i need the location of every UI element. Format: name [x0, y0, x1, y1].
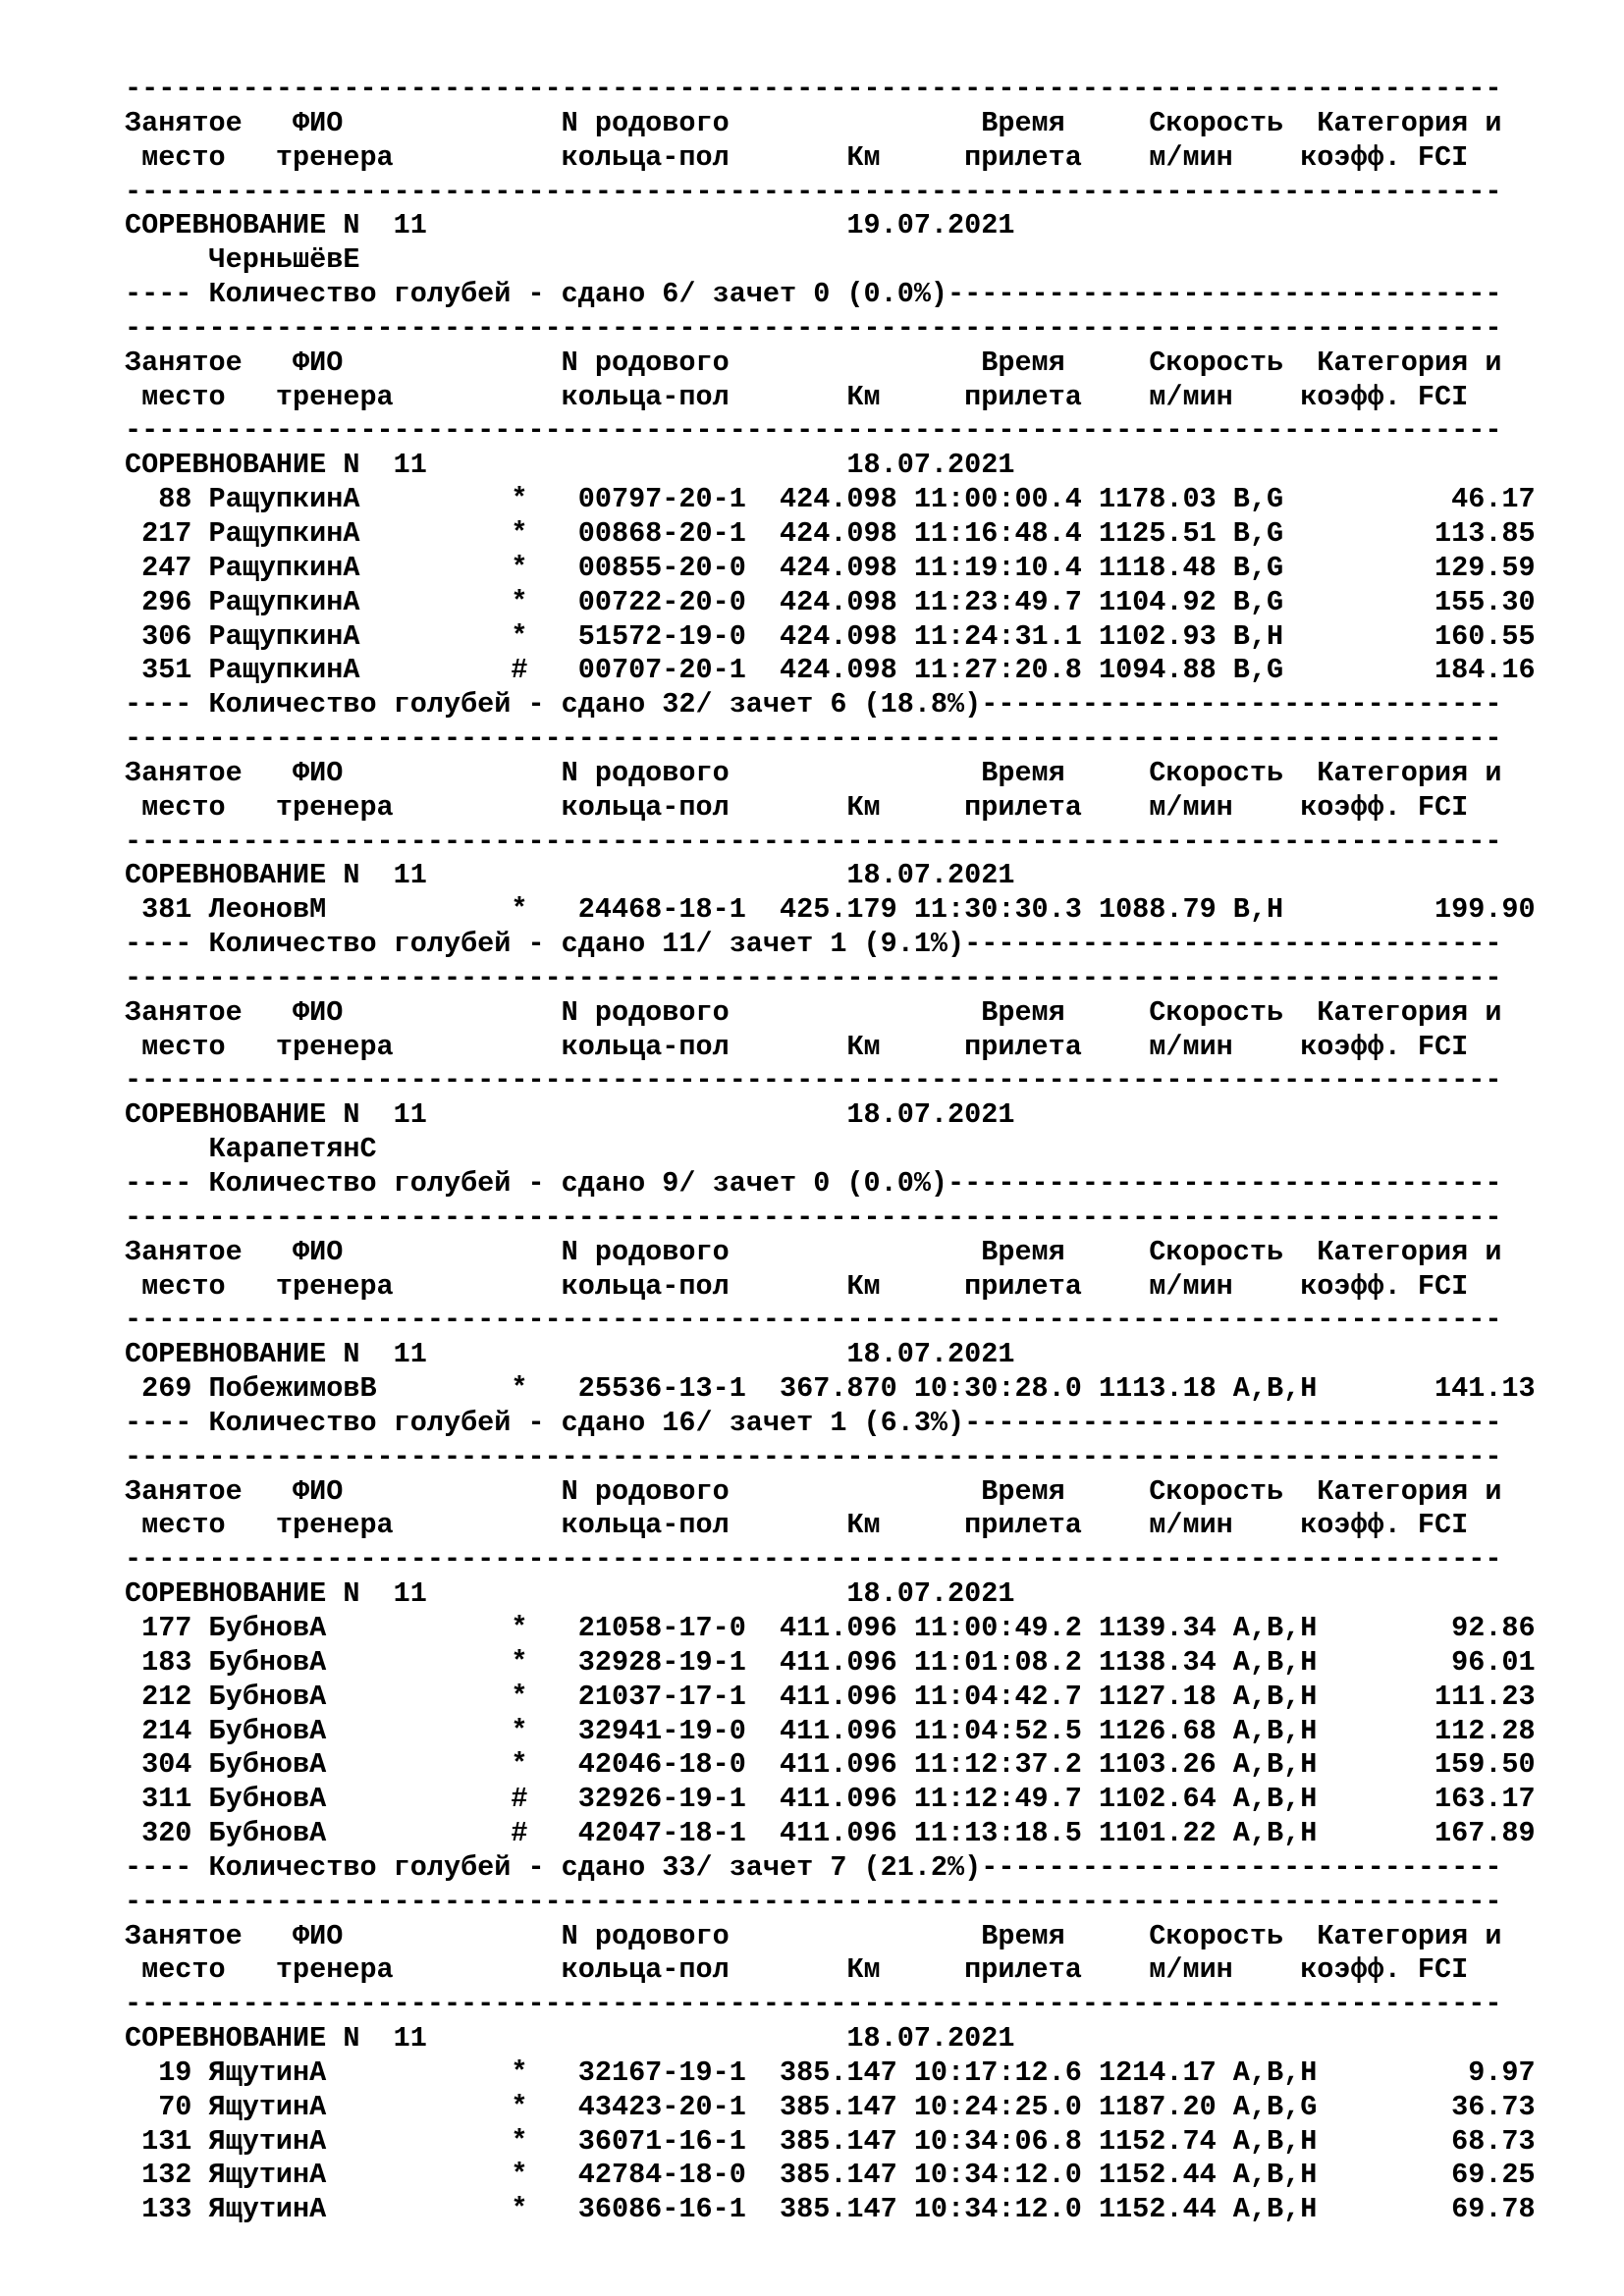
summary-line: ---- Количество голубей - сдано 33/ зачет 7 (21.2%)-------------------------------: [125, 1850, 1502, 1884]
result-row: 131 ЯщутинА * 36071-16-1 385.147 10:34:06.8 1152.74 A,B,H 68.73: [125, 2124, 1536, 2158]
separator-line: ----------------------------------------------------------------------------------: [125, 825, 1502, 858]
results-report: [125, 73, 1536, 2227]
participant-name: КарапетянС: [125, 1133, 377, 1166]
summary-line: ---- Количество голубей - сдано 16/ зачет 1 (6.3%)--------------------------------: [125, 1406, 1502, 1439]
result-row: 177 БубновА * 21058-17-0 411.096 11:00:49.2 1139.34 A,B,H 92.86: [125, 1611, 1536, 1644]
competition-title: СОРЕВНОВАНИЕ N 11 18.07.2021: [125, 1577, 1015, 1611]
header-row-1: Занятое ФИО N родового Время Скорость Категория и: [125, 346, 1502, 379]
competition-title: СОРЕВНОВАНИЕ N 11 18.07.2021: [125, 1098, 1015, 1132]
result-row: 351 РащупкинА # 00707-20-1 424.098 11:27:20.8 1094.88 B,G 184.16: [125, 654, 1536, 687]
header-row-1: Занятое ФИО N родового Время Скорость Категория и: [125, 106, 1502, 139]
separator-line: ----------------------------------------------------------------------------------: [125, 1064, 1502, 1097]
header-row-2: место тренера кольца-пол Км прилета м/мин коэфф. FCI: [125, 380, 1469, 413]
header-row-1: Занятое ФИО N родового Время Скорость Категория и: [125, 756, 1502, 789]
summary-line: ---- Количество голубей - сдано 11/ зачет 1 (9.1%)--------------------------------: [125, 928, 1502, 961]
result-row: 212 БубновА * 21037-17-1 411.096 11:04:42.7 1127.18 A,B,H 111.23: [125, 1680, 1536, 1713]
header-row-2: место тренера кольца-пол Км прилета м/мин коэфф. FCI: [125, 1030, 1469, 1063]
header-row-1: Занятое ФИО N родового Время Скорость Категория и: [125, 1919, 1502, 1952]
separator-line: ----------------------------------------------------------------------------------: [125, 73, 1502, 105]
result-row: 183 БубновА * 32928-19-1 411.096 11:01:08.2 1138.34 A,B,H 96.01: [125, 1645, 1536, 1679]
result-row: 133 ЯщутинА * 36086-16-1 385.147 10:34:12.0 1152.44 A,B,H 69.78: [125, 2193, 1536, 2226]
result-row: 320 БубновА # 42047-18-1 411.096 11:13:18.5 1101.22 A,B,H 167.89: [125, 1817, 1536, 1850]
header-row-1: Занятое ФИО N родового Время Скорость Категория и: [125, 995, 1502, 1029]
separator-line: ----------------------------------------------------------------------------------: [125, 175, 1502, 208]
competition-title: СОРЕВНОВАНИЕ N 11 18.07.2021: [125, 2022, 1015, 2056]
separator-line: ----------------------------------------------------------------------------------: [125, 1885, 1502, 1918]
header-row-2: место тренера кольца-пол Км прилета м/мин коэфф. FCI: [125, 1269, 1469, 1303]
result-row: 296 РащупкинА * 00722-20-0 424.098 11:23:49.7 1104.92 B,G 155.30: [125, 585, 1536, 618]
participant-name: ЧерньшёвЕ: [125, 243, 360, 277]
summary-line: ---- Количество голубей - сдано 6/ зачет 0 (0.0%)---------------------------------: [125, 278, 1502, 311]
separator-line: ----------------------------------------------------------------------------------: [125, 1543, 1502, 1576]
result-row: 269 ПобежимовВ * 25536-13-1 367.870 10:30:28.0 1113.18 A,B,H 141.13: [125, 1372, 1536, 1406]
separator-line: ----------------------------------------------------------------------------------: [125, 1440, 1502, 1473]
result-row: 19 ЯщутинА * 32167-19-1 385.147 10:17:12.6 1214.17 A,B,H 9.97: [125, 2056, 1536, 2089]
separator-line: ----------------------------------------------------------------------------------: [125, 1304, 1502, 1337]
result-row: 88 РащупкинА * 00797-20-1 424.098 11:00:00.4 1178.03 B,G 46.17: [125, 483, 1536, 516]
separator-line: ----------------------------------------------------------------------------------: [125, 414, 1502, 448]
result-row: 247 РащупкинА * 00855-20-0 424.098 11:19:10.4 1118.48 B,G 129.59: [125, 551, 1536, 584]
header-row-1: Занятое ФИО N родового Время Скорость Категория и: [125, 1474, 1502, 1508]
separator-line: ----------------------------------------------------------------------------------: [125, 722, 1502, 756]
result-row: 70 ЯщутинА * 43423-20-1 385.147 10:24:25.0 1187.20 A,B,G 36.73: [125, 2090, 1536, 2123]
result-row: 214 БубновА * 32941-19-0 411.096 11:04:52.5 1126.68 A,B,H 112.28: [125, 1714, 1536, 1747]
separator-line: ----------------------------------------------------------------------------------: [125, 1201, 1502, 1234]
header-row-2: место тренера кольца-пол Км прилета м/мин коэфф. FCI: [125, 140, 1469, 174]
separator-line: ----------------------------------------------------------------------------------: [125, 1988, 1502, 2021]
competition-title: СОРЕВНОВАНИЕ N 11 19.07.2021: [125, 209, 1015, 242]
header-row-2: место тренера кольца-пол Км прилета м/мин коэфф. FCI: [125, 1953, 1469, 1987]
summary-line: ---- Количество голубей - сдано 9/ зачет 0 (0.0%)---------------------------------: [125, 1167, 1502, 1200]
result-row: 311 БубновА # 32926-19-1 411.096 11:12:49.7 1102.64 A,B,H 163.17: [125, 1783, 1536, 1816]
header-row-1: Занятое ФИО N родового Время Скорость Категория и: [125, 1235, 1502, 1268]
result-row: 217 РащупкинА * 00868-20-1 424.098 11:16:48.4 1125.51 B,G 113.85: [125, 516, 1536, 550]
result-row: 306 РащупкинА * 51572-19-0 424.098 11:24:31.1 1102.93 B,H 160.55: [125, 619, 1536, 653]
competition-title: СОРЕВНОВАНИЕ N 11 18.07.2021: [125, 859, 1015, 892]
competition-title: СОРЕВНОВАНИЕ N 11 18.07.2021: [125, 1338, 1015, 1371]
header-row-2: место тренера кольца-пол Км прилета м/мин коэфф. FCI: [125, 790, 1469, 824]
header-row-2: место тренера кольца-пол Км прилета м/мин коэфф. FCI: [125, 1509, 1469, 1542]
separator-line: ----------------------------------------------------------------------------------: [125, 961, 1502, 994]
competition-title: СОРЕВНОВАНИЕ N 11 18.07.2021: [125, 449, 1015, 482]
separator-line: ----------------------------------------------------------------------------------: [125, 311, 1502, 345]
result-row: 304 БубновА * 42046-18-0 411.096 11:12:37.2 1103.26 A,B,H 159.50: [125, 1748, 1536, 1782]
result-row: 381 ЛеоновМ * 24468-18-1 425.179 11:30:30.3 1088.79 B,H 199.90: [125, 893, 1536, 927]
summary-line: ---- Количество голубей - сдано 32/ зачет 6 (18.8%)-------------------------------: [125, 688, 1502, 721]
result-row: 132 ЯщутинА * 42784-18-0 385.147 10:34:12.0 1152.44 A,B,H 69.25: [125, 2159, 1536, 2192]
